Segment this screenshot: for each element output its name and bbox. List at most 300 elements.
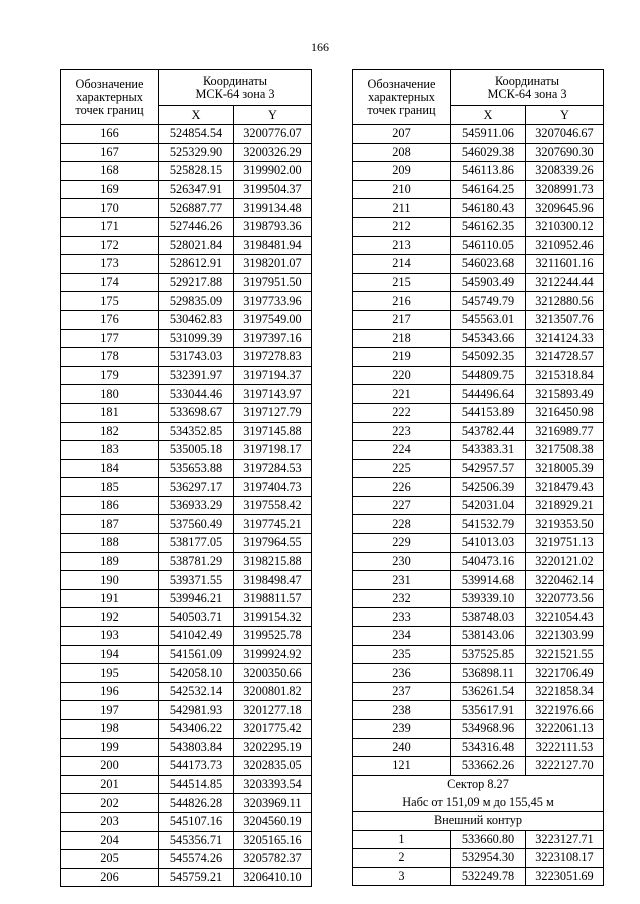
- x-cell: 546180.43: [451, 199, 526, 218]
- x-cell: 546113.86: [451, 162, 526, 181]
- point-id-cell: 169: [61, 180, 159, 199]
- x-cell: 534352.85: [159, 422, 234, 441]
- header-point-name: Обозначение характерных точек границ: [61, 70, 159, 125]
- point-id-cell: 182: [61, 422, 159, 441]
- table-row: [353, 143, 604, 162]
- x-cell: 544496.64: [451, 385, 526, 404]
- point-id-cell: 225: [353, 459, 451, 478]
- x-cell: 533698.67: [159, 403, 234, 422]
- coordinates-table-right: [352, 69, 604, 886]
- x-cell: 540503.71: [159, 608, 234, 627]
- x-cell: 546029.38: [451, 143, 526, 162]
- table-row: [353, 180, 604, 199]
- point-id-cell: 204: [61, 831, 159, 850]
- header-x: X: [451, 106, 526, 125]
- point-id-cell: 221: [353, 385, 451, 404]
- y-cell: 3217508.38: [526, 441, 604, 460]
- table-row: [61, 366, 312, 385]
- y-cell: 3198498.47: [234, 571, 312, 590]
- x-cell: 546164.25: [451, 180, 526, 199]
- point-id-cell: 195: [61, 664, 159, 683]
- x-cell: 539371.55: [159, 571, 234, 590]
- table-row: [61, 273, 312, 292]
- point-id-cell: 185: [61, 478, 159, 497]
- table-row: [353, 720, 604, 739]
- y-cell: 3204560.19: [234, 812, 312, 831]
- x-cell: 545107.16: [159, 812, 234, 831]
- point-id-cell: 193: [61, 627, 159, 646]
- table-row: [353, 459, 604, 478]
- sector-height-range: Набс от 151,09 м до 155,45 м: [353, 793, 604, 811]
- header-coordinates: Координаты МСК-64 зона 3: [159, 70, 312, 106]
- y-cell: 3206410.10: [234, 868, 312, 887]
- y-cell: 3213507.76: [526, 310, 604, 329]
- point-id-cell: 183: [61, 441, 159, 460]
- point-id-cell: 218: [353, 329, 451, 348]
- table-row: [61, 664, 312, 683]
- x-cell: 545749.79: [451, 292, 526, 311]
- y-cell: 3221303.99: [526, 627, 604, 646]
- point-id-cell: 228: [353, 515, 451, 534]
- y-cell: 3199902.00: [234, 162, 312, 181]
- y-cell: 3198811.57: [234, 589, 312, 608]
- table-row: [353, 329, 604, 348]
- y-cell: 3200326.29: [234, 143, 312, 162]
- x-cell: 534316.48: [451, 738, 526, 757]
- x-cell: 528612.91: [159, 255, 234, 274]
- table-row: [61, 143, 312, 162]
- table-row: [61, 310, 312, 329]
- y-cell: 3208339.26: [526, 162, 604, 181]
- point-id-cell: 239: [353, 720, 451, 739]
- table-row: [61, 515, 312, 534]
- x-cell: 536898.11: [451, 664, 526, 683]
- point-id-cell: 177: [61, 329, 159, 348]
- point-id-cell: 219: [353, 348, 451, 367]
- table-row: [353, 682, 604, 701]
- table-row: [61, 868, 312, 887]
- x-cell: 542532.14: [159, 682, 234, 701]
- point-id-cell: 211: [353, 199, 451, 218]
- contour-title-row: [353, 811, 604, 830]
- x-cell: 545563.01: [451, 310, 526, 329]
- point-id-cell: 202: [61, 794, 159, 813]
- y-cell: 3199924.92: [234, 645, 312, 664]
- point-id-cell: 216: [353, 292, 451, 311]
- point-id-cell: 196: [61, 682, 159, 701]
- x-cell: 531743.03: [159, 348, 234, 367]
- x-cell: 535005.18: [159, 441, 234, 460]
- header-x: X: [159, 106, 234, 125]
- y-cell: 3198201.07: [234, 255, 312, 274]
- y-cell: 3219751.13: [526, 534, 604, 553]
- x-cell: 528021.84: [159, 236, 234, 255]
- table-row: [61, 682, 312, 701]
- x-cell: 538781.29: [159, 552, 234, 571]
- x-cell: 537560.49: [159, 515, 234, 534]
- header-point-name: Обозначение характерных точек границ: [353, 70, 451, 125]
- table-row: [61, 794, 312, 813]
- x-cell: 540473.16: [451, 552, 526, 571]
- table-row: [353, 125, 604, 144]
- page-number: 166: [311, 40, 329, 54]
- x-cell: 535653.88: [159, 459, 234, 478]
- y-cell: 3212880.56: [526, 292, 604, 311]
- y-cell: 3197951.50: [234, 273, 312, 292]
- x-cell: 545356.71: [159, 831, 234, 850]
- x-cell: 542058.10: [159, 664, 234, 683]
- point-id-cell: 2: [353, 849, 451, 868]
- y-cell: 3222111.53: [526, 738, 604, 757]
- point-id-cell: 166: [61, 125, 159, 144]
- x-cell: 546162.35: [451, 217, 526, 236]
- table-row: [353, 441, 604, 460]
- table-row: [353, 552, 604, 571]
- point-id-cell: 176: [61, 310, 159, 329]
- point-id-cell: 1: [353, 830, 451, 849]
- point-id-cell: 220: [353, 366, 451, 385]
- table-row: [61, 831, 312, 850]
- y-cell: 3216989.77: [526, 422, 604, 441]
- x-cell: 527446.26: [159, 217, 234, 236]
- point-id-cell: 189: [61, 552, 159, 571]
- point-id-cell: 198: [61, 720, 159, 739]
- table-row: [353, 162, 604, 181]
- table-row: [353, 236, 604, 255]
- point-id-cell: 194: [61, 645, 159, 664]
- point-id-cell: 236: [353, 664, 451, 683]
- y-cell: 3214124.33: [526, 329, 604, 348]
- y-cell: 3212244.44: [526, 273, 604, 292]
- x-cell: 538748.03: [451, 608, 526, 627]
- point-id-cell: 233: [353, 608, 451, 627]
- point-id-cell: 207: [353, 125, 451, 144]
- point-id-cell: 205: [61, 850, 159, 869]
- table-row: [61, 217, 312, 236]
- y-cell: 3199134.48: [234, 199, 312, 218]
- table-row: [353, 757, 604, 776]
- x-cell: 545574.26: [159, 850, 234, 869]
- table-row: [61, 608, 312, 627]
- point-id-cell: 184: [61, 459, 159, 478]
- y-cell: 3221706.49: [526, 664, 604, 683]
- y-cell: 3205165.16: [234, 831, 312, 850]
- y-cell: 3197145.88: [234, 422, 312, 441]
- point-id-cell: 181: [61, 403, 159, 422]
- table-row: [353, 867, 604, 886]
- x-cell: 539914.68: [451, 571, 526, 590]
- table-row: [61, 385, 312, 404]
- point-id-cell: 240: [353, 738, 451, 757]
- table-row: [61, 757, 312, 776]
- x-cell: 536933.29: [159, 496, 234, 515]
- y-cell: 3222061.13: [526, 720, 604, 739]
- point-id-cell: 179: [61, 366, 159, 385]
- x-cell: 544514.85: [159, 775, 234, 794]
- y-cell: 3220462.14: [526, 571, 604, 590]
- y-cell: 3199504.37: [234, 180, 312, 199]
- x-cell: 542031.04: [451, 496, 526, 515]
- table-row: [61, 738, 312, 757]
- point-id-cell: 175: [61, 292, 159, 311]
- header-y: Y: [234, 106, 312, 125]
- y-cell: 3197745.21: [234, 515, 312, 534]
- x-cell: 529835.09: [159, 292, 234, 311]
- x-cell: 543803.84: [159, 738, 234, 757]
- y-cell: 3200350.66: [234, 664, 312, 683]
- point-id-cell: 172: [61, 236, 159, 255]
- table-row: [61, 125, 312, 144]
- point-id-cell: 222: [353, 403, 451, 422]
- y-cell: 3197194.37: [234, 366, 312, 385]
- y-cell: 3208991.73: [526, 180, 604, 199]
- table-row: [61, 534, 312, 553]
- y-cell: 3197278.83: [234, 348, 312, 367]
- table-row: [353, 608, 604, 627]
- y-cell: 3221976.66: [526, 701, 604, 720]
- table-row: [61, 292, 312, 311]
- point-id-cell: 214: [353, 255, 451, 274]
- x-cell: 542981.93: [159, 701, 234, 720]
- x-cell: 536261.54: [451, 682, 526, 701]
- y-cell: 3202835.05: [234, 757, 312, 776]
- y-cell: 3197198.17: [234, 441, 312, 460]
- point-id-cell: 212: [353, 217, 451, 236]
- table-row: [353, 273, 604, 292]
- y-cell: 3197558.42: [234, 496, 312, 515]
- point-id-cell: 187: [61, 515, 159, 534]
- y-cell: 3215318.84: [526, 366, 604, 385]
- y-cell: 3197404.73: [234, 478, 312, 497]
- y-cell: 3216450.98: [526, 403, 604, 422]
- table-row: [61, 236, 312, 255]
- table-row: [61, 589, 312, 608]
- table-row: [61, 403, 312, 422]
- point-id-cell: 229: [353, 534, 451, 553]
- x-cell: 526347.91: [159, 180, 234, 199]
- point-id-cell: 188: [61, 534, 159, 553]
- y-cell: 3197143.97: [234, 385, 312, 404]
- point-id-cell: 235: [353, 645, 451, 664]
- sector-height-range-row: [353, 793, 604, 811]
- point-id-cell: 210: [353, 180, 451, 199]
- y-cell: 3210300.12: [526, 217, 604, 236]
- y-cell: 3220773.56: [526, 589, 604, 608]
- x-cell: 544173.73: [159, 757, 234, 776]
- y-cell: 3218929.21: [526, 496, 604, 515]
- point-id-cell: 206: [61, 868, 159, 887]
- sector-title-row: [353, 775, 604, 793]
- header-coordinates: Координаты МСК-64 зона 3: [451, 70, 604, 106]
- x-cell: 539339.10: [451, 589, 526, 608]
- x-cell: 542957.57: [451, 459, 526, 478]
- table-row: [61, 329, 312, 348]
- table-row: [61, 571, 312, 590]
- y-cell: 3223108.17: [526, 849, 604, 868]
- table-row: [61, 478, 312, 497]
- point-id-cell: 174: [61, 273, 159, 292]
- x-cell: 546023.68: [451, 255, 526, 274]
- x-cell: 526887.77: [159, 199, 234, 218]
- x-cell: 541561.09: [159, 645, 234, 664]
- point-id-cell: 217: [353, 310, 451, 329]
- point-id-cell: 234: [353, 627, 451, 646]
- table-row: [353, 310, 604, 329]
- table-row: [353, 627, 604, 646]
- x-cell: 529217.88: [159, 273, 234, 292]
- point-id-cell: 170: [61, 199, 159, 218]
- table-row: [353, 830, 604, 849]
- x-cell: 531099.39: [159, 329, 234, 348]
- x-cell: 525329.90: [159, 143, 234, 162]
- point-id-cell: 231: [353, 571, 451, 590]
- point-id-cell: 190: [61, 571, 159, 590]
- y-cell: 3214728.57: [526, 348, 604, 367]
- table-row: [61, 720, 312, 739]
- y-cell: 3219353.50: [526, 515, 604, 534]
- y-cell: 3220121.02: [526, 552, 604, 571]
- point-id-cell: 203: [61, 812, 159, 831]
- point-id-cell: 224: [353, 441, 451, 460]
- point-id-cell: 168: [61, 162, 159, 181]
- point-id-cell: 178: [61, 348, 159, 367]
- table-row: [61, 199, 312, 218]
- table-row: [61, 645, 312, 664]
- table-row: [353, 849, 604, 868]
- x-cell: 525828.15: [159, 162, 234, 181]
- x-cell: 533044.46: [159, 385, 234, 404]
- x-cell: 542506.39: [451, 478, 526, 497]
- x-cell: 524854.54: [159, 125, 234, 144]
- point-id-cell: 226: [353, 478, 451, 497]
- contour-title: Внешний контур: [353, 811, 604, 830]
- point-id-cell: 237: [353, 682, 451, 701]
- point-id-cell: 3: [353, 867, 451, 886]
- x-cell: 545911.06: [451, 125, 526, 144]
- table-row: [353, 255, 604, 274]
- x-cell: 545903.49: [451, 273, 526, 292]
- x-cell: 543782.44: [451, 422, 526, 441]
- point-id-cell: 180: [61, 385, 159, 404]
- point-id-cell: 238: [353, 701, 451, 720]
- y-cell: 3209645.96: [526, 199, 604, 218]
- x-cell: 532391.97: [159, 366, 234, 385]
- table-row: [353, 589, 604, 608]
- y-cell: 3197549.00: [234, 310, 312, 329]
- table-row: [353, 515, 604, 534]
- point-id-cell: 223: [353, 422, 451, 441]
- y-cell: 3218479.43: [526, 478, 604, 497]
- table-row: [353, 664, 604, 683]
- x-cell: 543383.31: [451, 441, 526, 460]
- y-cell: 3199525.78: [234, 627, 312, 646]
- header-y: Y: [526, 106, 604, 125]
- y-cell: 3197964.55: [234, 534, 312, 553]
- table-row: [61, 701, 312, 720]
- x-cell: 544826.28: [159, 794, 234, 813]
- x-cell: 543406.22: [159, 720, 234, 739]
- x-cell: 546110.05: [451, 236, 526, 255]
- point-id-cell: 199: [61, 738, 159, 757]
- x-cell: 535617.91: [451, 701, 526, 720]
- y-cell: 3198793.36: [234, 217, 312, 236]
- table-row: [61, 850, 312, 869]
- y-cell: 3210952.46: [526, 236, 604, 255]
- y-cell: 3197127.79: [234, 403, 312, 422]
- table-row: [353, 478, 604, 497]
- x-cell: 544809.75: [451, 366, 526, 385]
- table-row: [61, 180, 312, 199]
- y-cell: 3218005.39: [526, 459, 604, 478]
- table-row: [353, 403, 604, 422]
- y-cell: 3201775.42: [234, 720, 312, 739]
- point-id-cell: 209: [353, 162, 451, 181]
- point-id-cell: 171: [61, 217, 159, 236]
- y-cell: 3200801.82: [234, 682, 312, 701]
- x-cell: 541042.49: [159, 627, 234, 646]
- table-row: [353, 738, 604, 757]
- table-row: [61, 162, 312, 181]
- point-id-cell: 121: [353, 757, 451, 776]
- table-row: [61, 441, 312, 460]
- x-cell: 545759.21: [159, 868, 234, 887]
- y-cell: 3221054.43: [526, 608, 604, 627]
- x-cell: 541013.03: [451, 534, 526, 553]
- point-id-cell: 227: [353, 496, 451, 515]
- y-cell: 3207046.67: [526, 125, 604, 144]
- table-row: [61, 627, 312, 646]
- table-row: [61, 422, 312, 441]
- table-row: [353, 534, 604, 553]
- table-row: [353, 385, 604, 404]
- y-cell: 3222127.70: [526, 757, 604, 776]
- y-cell: 3197397.16: [234, 329, 312, 348]
- point-id-cell: 197: [61, 701, 159, 720]
- table-row: [61, 812, 312, 831]
- y-cell: 3197733.96: [234, 292, 312, 311]
- table-row: [61, 775, 312, 794]
- x-cell: 544153.89: [451, 403, 526, 422]
- point-id-cell: 208: [353, 143, 451, 162]
- x-cell: 530462.83: [159, 310, 234, 329]
- point-id-cell: 173: [61, 255, 159, 274]
- point-id-cell: 192: [61, 608, 159, 627]
- y-cell: 3197284.53: [234, 459, 312, 478]
- point-id-cell: 167: [61, 143, 159, 162]
- table-row: [353, 366, 604, 385]
- y-cell: 3200776.07: [234, 125, 312, 144]
- x-cell: 532954.30: [451, 849, 526, 868]
- y-cell: 3215893.49: [526, 385, 604, 404]
- x-cell: 545092.35: [451, 348, 526, 367]
- x-cell: 538143.06: [451, 627, 526, 646]
- x-cell: 534968.96: [451, 720, 526, 739]
- table-row: [353, 292, 604, 311]
- x-cell: 541532.79: [451, 515, 526, 534]
- table-row: [353, 571, 604, 590]
- point-id-cell: 186: [61, 496, 159, 515]
- y-cell: 3198481.94: [234, 236, 312, 255]
- point-id-cell: 215: [353, 273, 451, 292]
- point-id-cell: 201: [61, 775, 159, 794]
- y-cell: 3203969.11: [234, 794, 312, 813]
- table-row: [353, 496, 604, 515]
- x-cell: 536297.17: [159, 478, 234, 497]
- x-cell: 539946.21: [159, 589, 234, 608]
- coordinates-table-left: [60, 69, 312, 887]
- point-id-cell: 230: [353, 552, 451, 571]
- sector-title: Сектор 8.27: [353, 775, 604, 793]
